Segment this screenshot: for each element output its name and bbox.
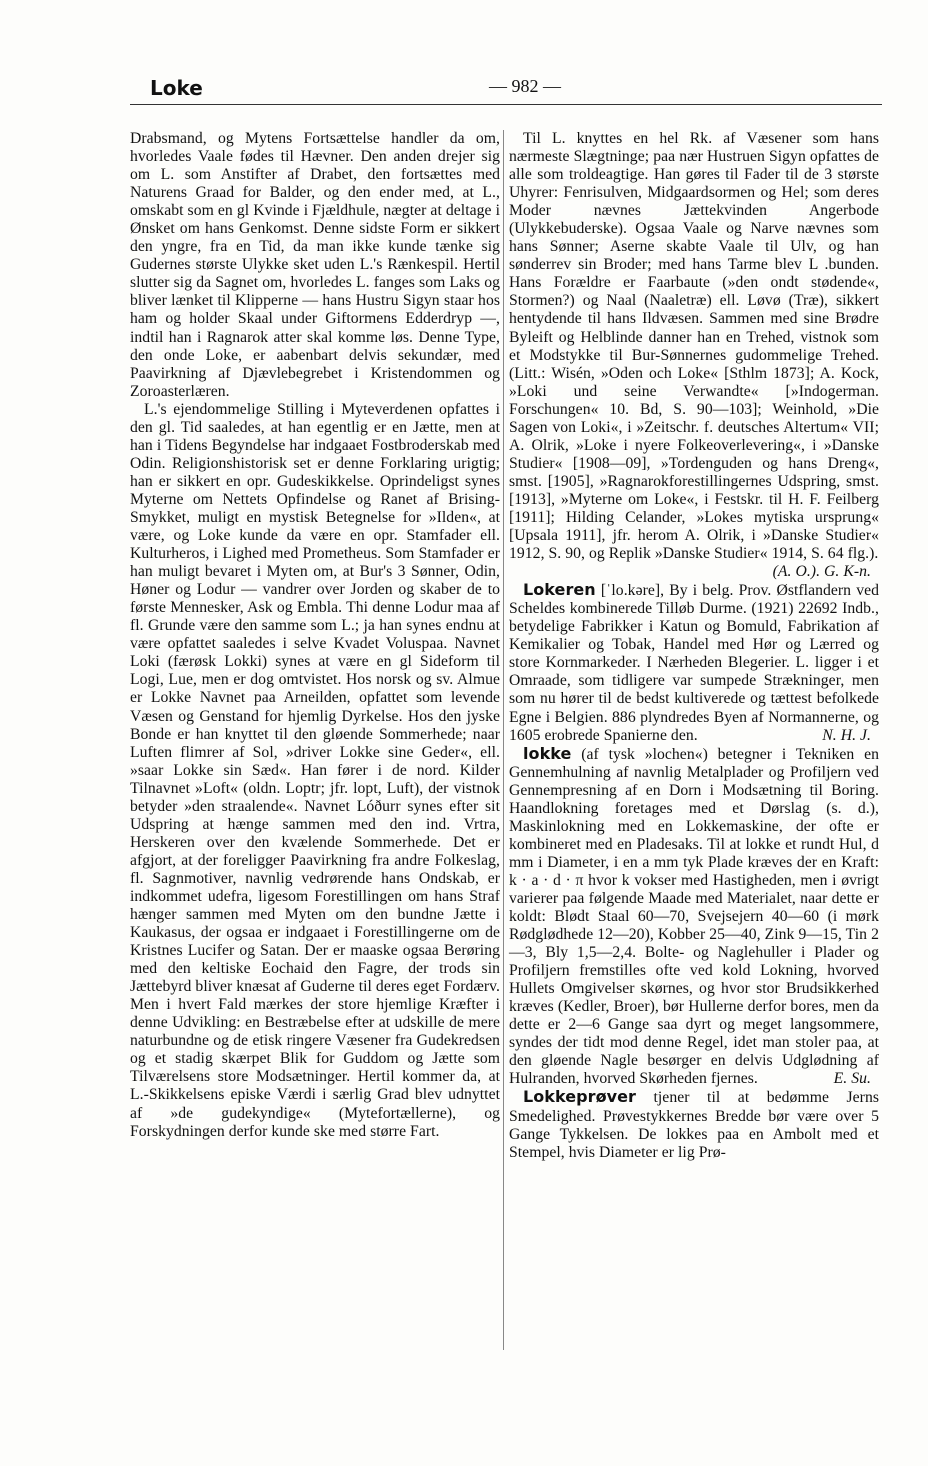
entry-body: [ˈlo.kəre], By i belg. Prov. Østflandern ved Scheldes kombinerede Tilløb Durme. (1921) 22692 Indb., betydelige Fabrikker i Katun og Bomuld, Fabrikation af Kemikalier og Tobak, Handel med Hør og Lærred og store Kornmarkeder. I Nærheden Blegerier. L. ligger i et Omraade, som tidligere var sumpede Strækninger, men som nu hører til de bedst kultiverede og tættest befolkede Egne i Belgien. 886 plyndredes Byen af Normannerne, og 1605 erobrede Spanierne den. [509, 582, 879, 744]
left-column [130, 130, 500, 1141]
author-signature: N. H. J. [822, 726, 871, 744]
header-rule [130, 104, 882, 105]
page-header [150, 70, 880, 106]
paragraph: L.'s ejendommelige Stilling i Myteverdenen opfattes i den gl. Tid saaledes, at han egentlig er en Jætte, men at han i Tidens Begyndelse har indgaaet Fostbroderskab med Odin. Religionshistorisk set er denne Forklaring urigtig; han er sikkert en opr. Gudeskikkelse. Oprindeligst synes Myterne om Nettets Opfindelse og Ranet af Brising-Smykket, muligt en mystisk Betegnelse for »Ilden«, at være, og Loke kunde da være en opr. Stamfader ell. Kulturheros, i Lighed med Prometheus. Som Stamfader er han muligt bevaret i Myten om, at Bur's 3 Sønner, Odin, Høner og Lodur — vandrer over Jorden og skaber de to første Mennesker, Ask og Embla. Thi denne Lodur maa af fl. Grunde være den samme som L.; ja han synes endnu at være opfattet saaledes i selve Kvadet Voluspaa. Navnet Loki (færøsk Lokki) synes at være en gl Sideform til Logi, Lue, men er dog omtvistet. Hos norsk og sv. Almue er Lokke Navnet paa Arneilden, opfattet som levende Væsen og Genstand for hjemlig Dyrkelse. Hos den jyske Bonde er han knyttet til den gløende Sommerhede; naar Luften flimrer af Sol, »driver Lokke sine Geder«, ell. »saar Lokke sin Sæd«. Han fører i de nord. Kilder Tilnavnet »Loft« (oldn. Loptr; jfr. lopt, Luft), der vistnok betyder »den straalende«. Navnet Lóðurr synes efter sit Udspring at hænge sammen med den ind. Vrtra, Herskeren over den kvælende Sommerhede. Det er afgjort, at der foreligger Paavirkning fra andre Folkeslag, fl. Sagnmotiver, navnlig vedrørende hans Ondskab, er indkommet udefra, ligesom Forestillingen om hans Straf hænger sammen med Myten om den bundne Jætte i Kaukasus, der ogsaa er indgaaet i Forestillingerne om de Kristnes Lucifer og Satan. Der er maaske ogsaa Berøring med den keltiske Eochaid den Fagre, der trods sin Jættebyrd bliver knæsat af Guderne til deres eget Fordærv. Men i hvert Fald mærkes der store hjemlige Kræfter i denne Udvikling: en Bestræbelse efter at udskille de mere naturbundne og de etisk ringere Væsener fra Gudekredsen og et stadig skærpet Blik for Guddom og Jætte som Tilværelsens store Modsætninger. Hertil kommer da, at L.-Skikkelsens episke Værdi i særlig Grad blev udnyttet af »de gudekyndige« (Mytefortællerne), og Forskydningen derfor kunde ske med større Fart. [130, 400, 501, 1140]
entry-headword: Lokeren [523, 580, 596, 600]
right-column [509, 130, 879, 1162]
column-divider [503, 130, 504, 1350]
page-number: — 982 — [489, 76, 561, 96]
paragraph: Drabsmand, og Mytens Fortsættelse handler da om, hvorledes Vaale fødes til Hævner. Den anden drejer sig om L. som Anstifter af Drabet, den fortsættes med Naturens Graad for Balder, og den ender med, at L., omskabt som en gl Kvinde i Fjældhule, nægter at deltage i Ønsket om hans Genkomst. Denne sidste Form er sikkert den yngre, fra en Tid, da man ikke kunde tænke sig Gudernes største Ulykke sket uden L.'s Rænkespil. Hertil slutter sig da Sagnet om, hvorledes L. fanges som Laks og bliver lænket til Klipperne — hans Hustru Sigyn staar hos ham og holder Skaal under Giftormens Edderdryp —, indtil han i Ragnarok atter skal komme løs. Denne Type, den onde Loke, er aabenbart delvis sekundær, med Paavirkning af Djævlebegrebet i Kristendommen og Zoroasterlæren. [130, 130, 500, 400]
author-signature: E. Su. [833, 1070, 871, 1088]
author-signature: (A. O.). G. K-n. [772, 563, 871, 581]
head-word: Loke [150, 76, 203, 100]
entry-headword: Lokkeprøver [523, 1087, 636, 1107]
entry-lokeren [509, 581, 879, 744]
paragraph: Til L. knyttes en hel Rk. af Væsener som hans nærmeste Slægtninge; paa nær Hustruen Sigyn opfattes de alle som troldeagtige. Han gøres til Fader til de 3 største Uhyrer: Fenrisulven, Midgaardsormen og Hel; som deres Moder nævnes Jættekvinden Angerbode (Ulykkebuderske). Ogsaa Vaale og Narve nævnes som hans Sønner; Aserne skabte Vaale til Ulv, og han sønderrev sin Broder; med hans Tarme blev L .bunden. Hans Forældre er Faarbaute (»den ondt stødende«, Stormen?) og Naal (Naaletræ) ell. Løvø (Træ), sikkert hentydende til hans Ildvæsen. Sammen med sine Brødre Byleift og Helblinde danner han en Trehed, vistnok som et Modstykke til Bur-Sønnernes gudommelige Trehed. (Litt.: Wisén, »Oden och Loke« [Sthlm 1873]; A. Kock, »Loki und seine Verwandte« [»Indogerman. Forschungen« 10. Bd, S. 90—103]; Weinhold, »Die Sagen von Loki«, i »Zeitschr. f. deutsches Altertum« VII; A. Olrik, »Loke i nyere Folkeoverlevering«, i »Danske Studier« [1908—09], »Tordenguden og hans Dreng«, smst. [1905], »Ragnarokforestillingernes Udspring, smst. [1913], »Myterne om Loke«, i Festskr. til H. F. Feilberg [1911]; Hilding Celander, »Lokes mytiska ursprung« [Upsala 1911], jfr. herom A. Olrik, i »Danske Studier« 1912, S. 90, og Replik »Danske Studier« 1914, S. 64 flg.). [509, 130, 879, 563]
entry-lokke [509, 745, 879, 1089]
entry-body: (af tysk »lochen«) betegner i Tekniken en Gennemhulning af navnlig Metalplader og Profiljern ved Gennempresning af en Dorn i Modsætning til Boring. Haandlokning foretages med et Dørslag (s. d.), Maskinlokning med en Lokkemaskine, der ofte er kombineret med en Pladesaks. Til at lokke et rundt Hul, d mm i Diameter, i en a mm tyk Plade kræves der en Kraft: k · a · d · π hvor k vokser med Hastigheden, men i øvrigt varierer paa følgende Maade med Materialet, naar dette er koldt: Blødt Staal 60—70, Svejsejern 40—60 (i mørk Rødglødhede 12—20), Kobber 25—40, Zink 9—15, Tin 2—3, Bly 1,5—2,4. Bolte- og Naglehuller i Plader og Profiljern fremstilles ofte ved kold Lokning, hvorved Hullets Omgivelser skørnes, og hvor stor Brudsikkerhed kræves (Kedler, Broer), bør Hullerne derfor bores, men da dette er 2—6 Gange saa dyrt og meget langsommere, syndes der tidt mod denne Regel, idet man stoler paa, at den gløende Nagle besørger en delvis Udglødning af Hulranden, hvorved Skørheden fjernes. [509, 745, 879, 1088]
entry-body: tjener til at bedømme Jerns Smedelighed. Prøvestykkernes Bredde bør være over 5 Gange Tykkelsen. De lokkes paa en Ambolt med et Stempel, hvis Diameter er lig Prø- [509, 1089, 879, 1161]
entry-lokkeprover [509, 1088, 879, 1161]
entry-headword: lokke [523, 743, 572, 763]
